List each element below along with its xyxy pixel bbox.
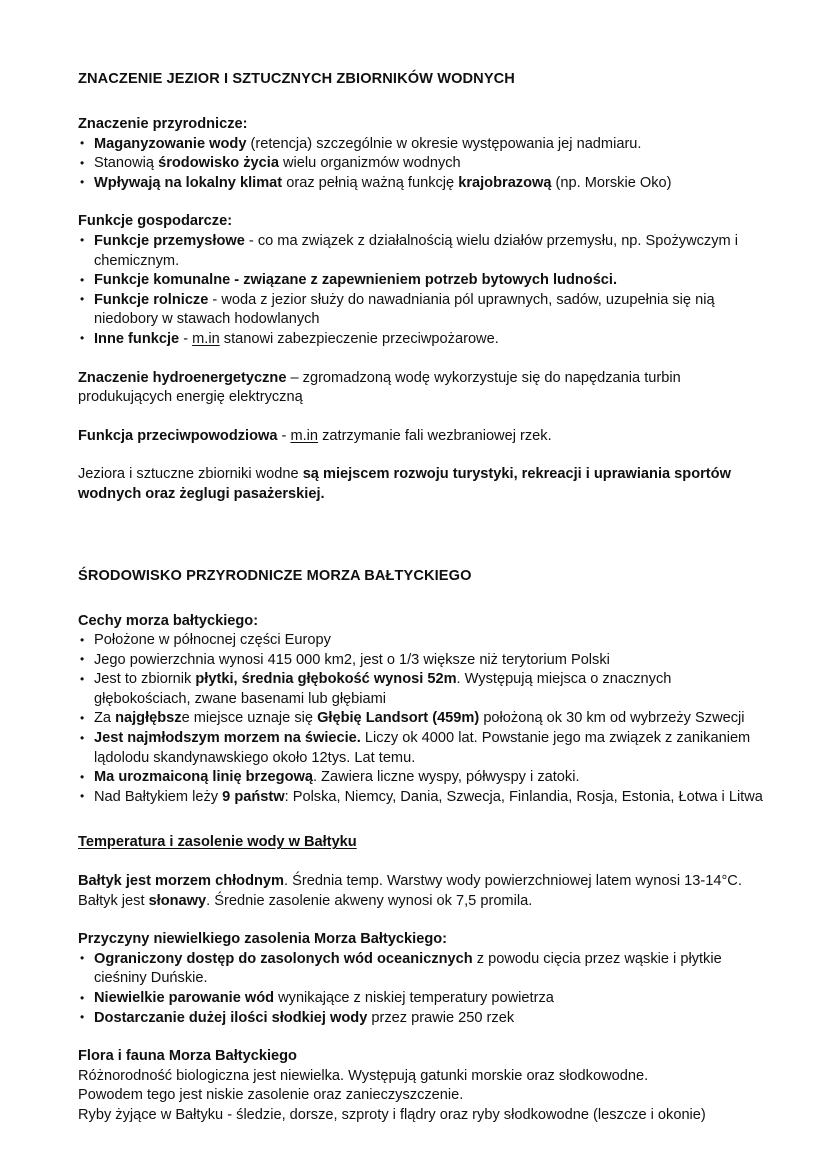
paragraph-text: - bbox=[277, 427, 291, 444]
list-item bbox=[78, 271, 770, 291]
paragraph-bold-lead: Bałtyk jest morzem chłodnym bbox=[78, 873, 284, 890]
bullet-bold-lead: Funkcje rolnicze bbox=[94, 291, 209, 308]
bullet-text: Nad Bałtykiem leży bbox=[94, 788, 223, 805]
list-item bbox=[78, 950, 770, 989]
section-2-title: ŚRODOWISKO PRZYRODNICZE MORZA BAŁTYCKIEGO bbox=[78, 567, 472, 584]
bullet-bold-lead: Dostarczanie dużej ilości słodkiej wody bbox=[94, 1009, 368, 1026]
bullet-text: - woda z jezior służy do nawadniania pól uprawnych, sadów, uzupełnia się nią niedobory w stawach hodowlanych bbox=[94, 291, 715, 328]
spacer bbox=[78, 853, 770, 872]
spacer bbox=[78, 807, 770, 833]
spacer bbox=[78, 408, 770, 427]
bullet-bold-mid: krajobrazową bbox=[458, 174, 552, 191]
bullet-bold-mid: najgłębsz bbox=[115, 710, 182, 727]
bullet-text: wielu organizmów wodnych bbox=[278, 155, 461, 172]
section-1-title: ZNACZENIE JEZIOR I SZTUCZNYCH ZBIORNIKÓW WODNYCH bbox=[78, 71, 515, 87]
section-1-subheading-gospodarcze: Funkcje gospodarcze: bbox=[78, 213, 233, 230]
list-item bbox=[78, 154, 770, 174]
paragraph-text: . Średnie zasolenie akweny wynosi ok 7,5 promila. bbox=[206, 892, 533, 909]
section-2-salinity-bullets bbox=[78, 950, 770, 1028]
bullet-underlined-abbrev: m.in bbox=[192, 330, 220, 347]
document-body bbox=[78, 70, 770, 1126]
bullet-bold-lead: Ma urozmaiconą linię brzegową bbox=[94, 769, 313, 786]
spacer bbox=[78, 350, 770, 369]
paragraph-bold-lead: Funkcja przeciwpowodziowa bbox=[78, 427, 278, 444]
list-item bbox=[78, 651, 770, 671]
bullet-text: (retencja) szczególnie w okresie występowania jej nadmiaru. bbox=[246, 135, 642, 152]
bullet-text: Położone w północnej części Europy bbox=[94, 632, 331, 649]
section-2-features-bullets bbox=[78, 631, 770, 807]
bullet-text: stanowi zabezpieczenie przeciwpożarowe. bbox=[219, 330, 499, 347]
section-1-nature-bullets bbox=[78, 135, 770, 194]
list-item bbox=[78, 1009, 770, 1029]
bullet-bold-mid: 9 państw bbox=[222, 788, 285, 805]
paragraph-hydroenergy bbox=[78, 369, 770, 408]
paragraph-tourism bbox=[78, 465, 770, 504]
paragraph-flora-line-3: Ryby żyjące w Bałtyku - śledzie, dorsze, szproty i flądry oraz ryby słodkowodne (leszcze i okonie) bbox=[78, 1106, 706, 1123]
spacer bbox=[78, 911, 770, 930]
paragraph-text: . Średnia temp. Warstwy wody powierzchniowej latem wynosi 13-14°C. bbox=[284, 873, 742, 890]
list-item bbox=[78, 788, 770, 808]
bullet-bold-lead: Ograniczony dostęp do zasolonych wód oceanicznych bbox=[94, 950, 473, 967]
paragraph-text: – zgromadzoną wodę wykorzystuje się do napędzania turbin produkujących energię elektryczną bbox=[78, 369, 681, 406]
list-item bbox=[78, 709, 770, 729]
paragraph-flora-line-1: Różnorodność biologiczna jest niewielka. Występują gatunki morskie oraz słodkowodne. bbox=[78, 1067, 649, 1084]
bullet-bold-mid-2: Głębię Landsort (459m) bbox=[317, 710, 480, 727]
paragraph-bold-rest: są miejscem rozwoju turystyki, rekreacji i uprawiania sportów wodnych oraz żeglugi pasażerskiej. bbox=[78, 466, 731, 502]
spacer bbox=[78, 586, 770, 612]
bullet-text: (np. Morskie Oko) bbox=[551, 174, 672, 191]
bullet-text: : Polska, Niemcy, Dania, Szwecja, Finlandia, Rosja, Estonia, Łotwa i Litwa bbox=[284, 788, 763, 805]
bullet-bold-mid: płytki, średnia głębokość wynosi 52m bbox=[195, 671, 457, 688]
list-item bbox=[78, 135, 770, 155]
paragraph-text: Bałtyk jest bbox=[78, 892, 149, 909]
bullet-bold-full: Funkcje komunalne - związane z zapewnieniem potrzeb bytowych ludności. bbox=[94, 272, 618, 289]
bullet-text: z powodu cięcia przez wąskie i płytkie cieśniny Duńskie. bbox=[94, 950, 722, 987]
list-item bbox=[78, 291, 770, 330]
bullet-text: przez prawie 250 rzek bbox=[367, 1009, 515, 1026]
spacer bbox=[78, 193, 770, 212]
bullet-bold-lead: Maganyzowanie wody bbox=[94, 135, 247, 152]
section-1-economic-bullets bbox=[78, 232, 770, 350]
spacer bbox=[78, 89, 770, 115]
bullet-text: Jest to zbiornik bbox=[94, 671, 196, 688]
bullet-bold-lead: Inne funkcje bbox=[94, 330, 180, 347]
bullet-bold-lead: Niewielkie parowanie wód bbox=[94, 990, 275, 1006]
paragraph-flora-line-2: Powodem tego jest niskie zasolenie oraz zanieczyszczenie. bbox=[78, 1087, 464, 1104]
paragraph-text: Jeziora i sztuczne zbiorniki wodne bbox=[78, 466, 303, 483]
paragraph-salinity-value bbox=[78, 892, 770, 912]
bullet-text: Stanowią bbox=[94, 155, 159, 172]
bullet-text: położoną ok 30 km od wybrzeży Szwecji bbox=[479, 710, 745, 727]
bullet-text: e miejsce uznaje się bbox=[181, 710, 318, 727]
bullet-text: Jego powierzchnia wynosi 415 000 km2, jest o 1/3 większe niż terytorium Polski bbox=[94, 651, 610, 668]
list-item bbox=[78, 729, 770, 768]
bullet-bold-lead: Funkcje przemysłowe bbox=[94, 232, 245, 249]
bullet-text: Liczy ok 4000 lat. Powstanie jego ma związek z zanikaniem lądolodu skandynawskiego około 12tys. Lat temu. bbox=[94, 730, 751, 766]
list-item bbox=[78, 670, 770, 709]
bullet-text: . Zawiera liczne wyspy, półwyspy i zatoki. bbox=[312, 769, 580, 786]
section-2-subheading-przyczyny: Przyczyny niewielkiego zasolenia Morza Bałtyckiego: bbox=[78, 931, 448, 948]
bullet-text: - bbox=[179, 330, 193, 347]
section-1-subheading-przyrodnicze: Znaczenie przyrodnicze: bbox=[78, 116, 248, 132]
list-item bbox=[78, 631, 770, 651]
bullet-bold-mid: środowisko życia bbox=[158, 155, 279, 172]
paragraph-temperature bbox=[78, 872, 770, 892]
list-item bbox=[78, 768, 770, 788]
bullet-text: Za bbox=[94, 710, 116, 727]
bullet-bold-lead: Jest najmłodszym morzem na świecie. bbox=[94, 730, 361, 747]
section-2-subheading-cechy: Cechy morza bałtyckiego: bbox=[78, 612, 259, 629]
paragraph-bold-mid: słonawy bbox=[148, 892, 207, 909]
bullet-text: . Występują miejsca o znacznych głębokościach, zwane basenami lub głębiami bbox=[94, 671, 672, 707]
list-item bbox=[78, 174, 770, 194]
spacer bbox=[78, 1028, 770, 1047]
list-item bbox=[78, 232, 770, 271]
bullet-text: oraz pełnią ważną funkcję bbox=[282, 174, 459, 191]
list-item bbox=[78, 330, 770, 350]
section-2-subheading-temperatura: Temperatura i zasolenie wody w Bałtyku bbox=[78, 834, 357, 851]
bullet-text: - co ma związek z działalnością wielu działów przemysłu, np. Spożywczym i chemicznym. bbox=[94, 232, 738, 269]
bullet-bold-lead: Wpływają na lokalny klimat bbox=[94, 174, 283, 191]
paragraph-flood-protection bbox=[78, 427, 770, 447]
paragraph-underlined-abbrev: m.in bbox=[290, 427, 319, 444]
spacer bbox=[78, 446, 770, 465]
bullet-text: wynikające z niskiej temperatury powietrza bbox=[274, 990, 554, 1006]
section-spacer bbox=[78, 505, 770, 567]
paragraph-text: zatrzymanie fali wezbraniowej rzek. bbox=[318, 427, 552, 444]
section-2-subheading-flora: Flora i fauna Morza Bałtyckiego bbox=[78, 1048, 297, 1065]
paragraph-bold-lead: Znaczenie hydroenergetyczne bbox=[78, 369, 287, 386]
list-item bbox=[78, 989, 770, 1009]
